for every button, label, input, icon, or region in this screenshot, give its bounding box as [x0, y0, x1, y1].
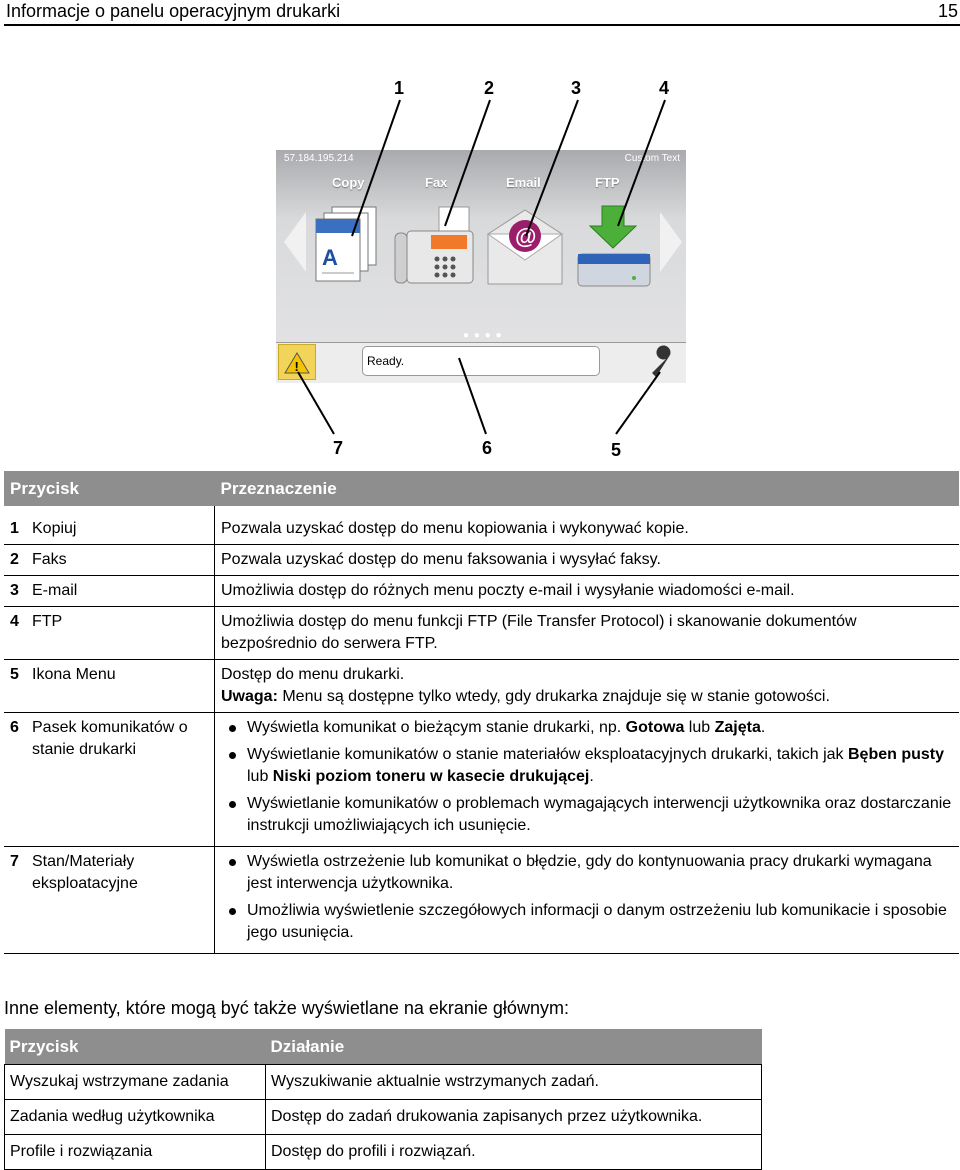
ip-address: 57.184.195.214: [284, 153, 354, 164]
callout-7: 7: [333, 438, 344, 458]
status-message-bar: Ready.: [362, 346, 600, 376]
page-number: 15: [937, 1, 958, 21]
callout-3: 3: [571, 78, 582, 98]
table-row: Profile i rozwiązania Dostęp do profili i rozwiązań.: [5, 1135, 762, 1170]
svg-text:A: A: [322, 245, 338, 270]
table-row: 7 Stan/Materiały eksploatacyjne Wyświetla ostrzeżenie lub komunikat o błędzie, gdy do kontynuowania pracy drukarki wymagana jest interwencja użytkownika. Umożliwia wyświetlenie szczegółowych informacji o danym ostrzeżeniu lub komunikacie i sposobie jego usunięcia.: [4, 847, 959, 954]
row5-desc: Dostęp do menu drukarki.: [221, 666, 405, 683]
svg-text:!: !: [294, 359, 299, 374]
other-elements-intro: Inne elementy, które mogą być także wyświetlane na ekranie głównym:: [4, 998, 569, 1018]
page-header-title: Informacje o panelu operacyjnym drukarki: [6, 1, 341, 21]
callout-1: 1: [394, 78, 405, 98]
list-item: Wyświetla ostrzeżenie lub komunikat o błędzie, gdy do kontynuowania pracy drukarki wymagana jest interwencja użytkownika.: [221, 851, 953, 895]
table2-header-button: Przycisk: [5, 1029, 266, 1065]
table1-header-purpose: Przeznaczenie: [215, 471, 960, 506]
other-elements-table: [4, 1029, 762, 1170]
page-indicator: ● ● ● ●: [463, 330, 503, 341]
table-row: 2 Faks Pozwala uzyskać dostęp do menu faksowania i wysyłać faksy.: [4, 545, 959, 576]
email-label: Email: [506, 175, 541, 190]
svg-text:@: @: [515, 224, 537, 249]
list-item: Wyświetla komunikat o bieżącym stanie drukarki, np. Gotowa lub Zajęta.: [221, 717, 953, 739]
callout-4: 4: [659, 78, 670, 98]
table-row: Zadania według użytkownika Dostęp do zadań drukowania zapisanych przez użytkownika.: [5, 1100, 762, 1135]
callout-2: 2: [484, 78, 495, 98]
fax-label: Fax: [425, 175, 448, 190]
callout-5: 5: [611, 440, 622, 460]
custom-text: Custom Text: [624, 153, 680, 164]
list-item: Umożliwia wyświetlenie szczegółowych informacji o danym ostrzeżeniu lub komunikacie i sposobie jego usunięcia.: [221, 900, 953, 944]
ftp-label: FTP: [595, 175, 620, 190]
row6-bullets: [221, 717, 953, 837]
table-row: 6 Pasek komunikatów o stanie drukarki Wyświetla komunikat o bieżącym stanie drukarki, np. Gotowa lub Zajęta. Wyświetlanie komunikatów o stanie materiałów eksploatacyjnych drukarki, takich jak Bęben pusty lub Niski poziom toneru w kasecie drukującej. Wyświetlanie komunikatów o problemach wymagających interwencji użytkownika oraz dostarczanie instrukcji umożliwiających ich usunięcie.: [4, 713, 959, 847]
buttons-table: [4, 471, 959, 954]
row7-bullets: [221, 851, 953, 944]
table2-header-action: Działanie: [266, 1029, 762, 1065]
table-row: 1 Kopiuj Pozwala uzyskać dostęp do menu kopiowania i wykonywać kopie.: [4, 506, 959, 545]
list-item: Wyświetlanie komunikatów o stanie materiałów eksploatacyjnych drukarki, takich jak Bęben pusty lub Niski poziom toneru w kasecie drukującej.: [221, 744, 953, 788]
copy-label: Copy: [332, 175, 365, 190]
callout-6: 6: [482, 438, 493, 458]
table1-header-button: Przycisk: [4, 471, 215, 506]
table-row: 4 FTP Umożliwia dostęp do menu funkcji FTP (File Transfer Protocol) i skanowanie dokumentów bezpośrednio do serwera FTP.: [4, 607, 959, 660]
callout-lines: [0, 0, 960, 470]
table-row: 5 Ikona Menu Dostęp do menu drukarki. Uwaga: Menu są dostępne tylko wtedy, gdy drukarka znajduje się w stanie gotowości.: [4, 660, 959, 713]
list-item: Wyświetlanie komunikatów o problemach wymagających interwencji użytkownika oraz dostarczanie instrukcji umożliwiających ich usunięcie.: [221, 793, 953, 837]
row5-note: Uwaga: Menu są dostępne tylko wtedy, gdy drukarka znajduje się w stanie gotowości.: [221, 688, 830, 705]
table-row: Wyszukaj wstrzymane zadania Wyszukiwanie aktualnie wstrzymanych zadań.: [5, 1065, 762, 1100]
table-row: 3 E-mail Umożliwia dostęp do różnych menu poczty e-mail i wysyłanie wiadomości e-mail.: [4, 576, 959, 607]
